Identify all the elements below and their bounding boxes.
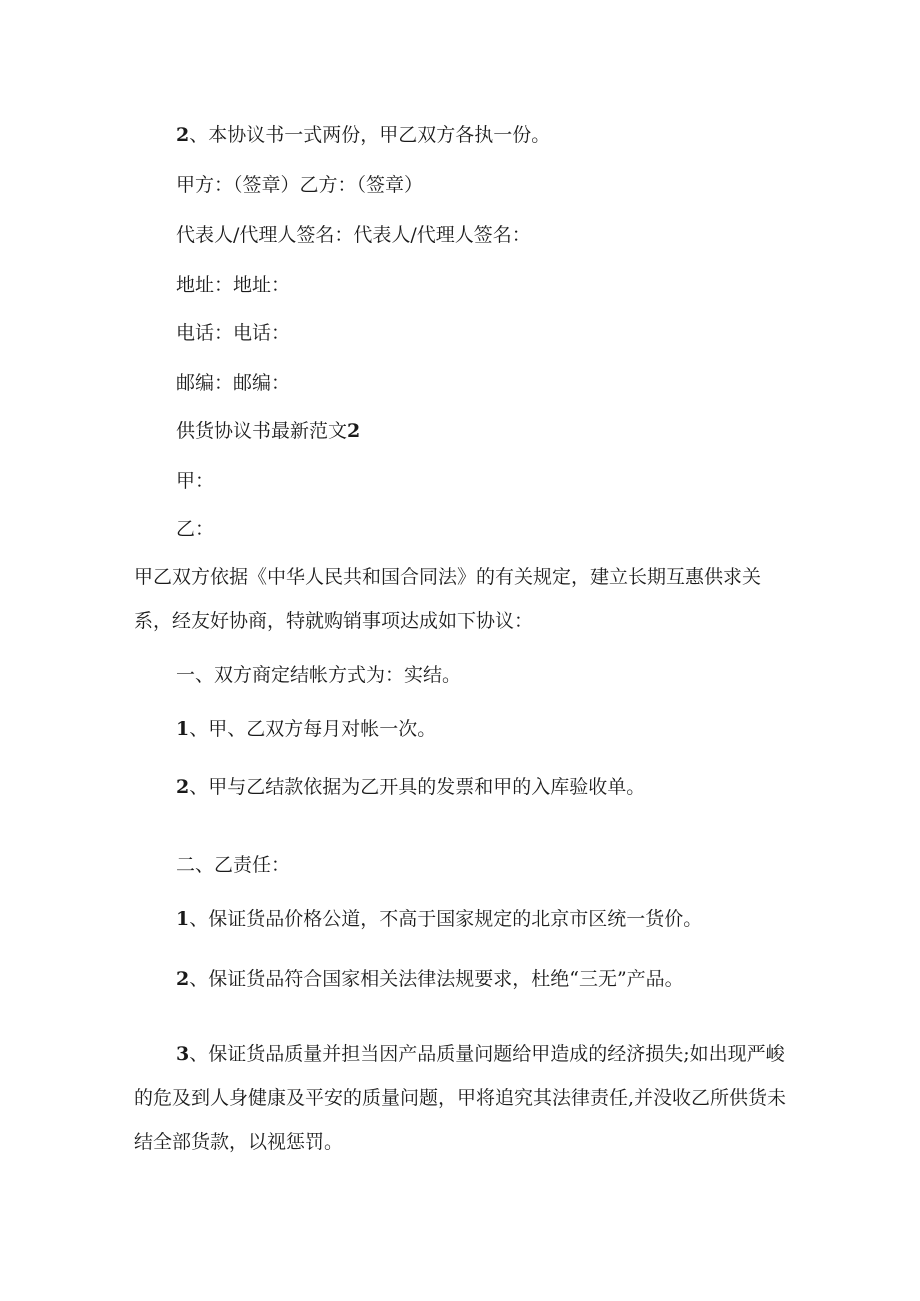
section-2-item: [176, 966, 684, 992]
item-number: 3: [176, 1043, 190, 1065]
document-title: [176, 418, 360, 444]
item-text: 、保证货品质量并担当因产品质量问题给甲造成的经济损失;如出现严峻的危及到人身健康及平安的质量问题，甲将追究其法律责任,并没收乙所供货未结全部货款，以视惩罚。: [134, 1043, 787, 1153]
signature-phone-line: 电话：电话：: [176, 322, 291, 344]
section-1-item: [176, 774, 645, 800]
section-1-item: [176, 716, 436, 742]
signature-rep-line: 代表人/代理人签名：代表人/代理人签名：: [176, 224, 531, 246]
clause-2: [176, 122, 550, 148]
section-2-heading: 二、乙责任：: [176, 854, 291, 876]
section-2-item: [134, 1032, 798, 1164]
item-text: 、甲、乙双方每月对帐一次。: [189, 718, 437, 740]
item-number: 1: [176, 908, 190, 930]
party-a-label: 甲：: [176, 470, 215, 492]
section-2-item: [176, 906, 702, 932]
title-number: 2: [347, 420, 361, 442]
item-text: 、保证货品价格公道，不高于国家规定的北京市区统一货价。: [189, 908, 703, 930]
intro-paragraph: [134, 555, 798, 643]
signature-seal-line: 甲方：（签章）乙方：（签章）: [176, 174, 424, 196]
title-text: 供货协议书最新范文: [176, 420, 348, 442]
clause-text: 、本协议书一式两份，甲乙双方各执一份。: [189, 124, 551, 146]
item-number: 2: [176, 776, 190, 798]
signature-address-line: 地址：地址：: [176, 274, 291, 296]
item-text: 、甲与乙结款依据为乙开具的发票和甲的入库验收单。: [189, 776, 646, 798]
signature-postcode-line: 邮编：邮编：: [176, 372, 291, 394]
clause-number: 2: [176, 124, 190, 146]
item-number: 2: [176, 968, 190, 990]
item-text: 、保证货品符合国家相关法律法规要求，杜绝“三无”产品。: [189, 968, 684, 990]
item-number: 1: [176, 718, 190, 740]
party-b-label: 乙：: [176, 518, 215, 540]
section-1-heading: 一、双方商定结帐方式为：实结。: [176, 664, 462, 686]
intro-text: 甲乙双方依据《中华人民共和国合同法》的有关规定，建立长期互惠供求关系，经友好协商，特就购销事项达成如下协议：: [134, 566, 762, 632]
